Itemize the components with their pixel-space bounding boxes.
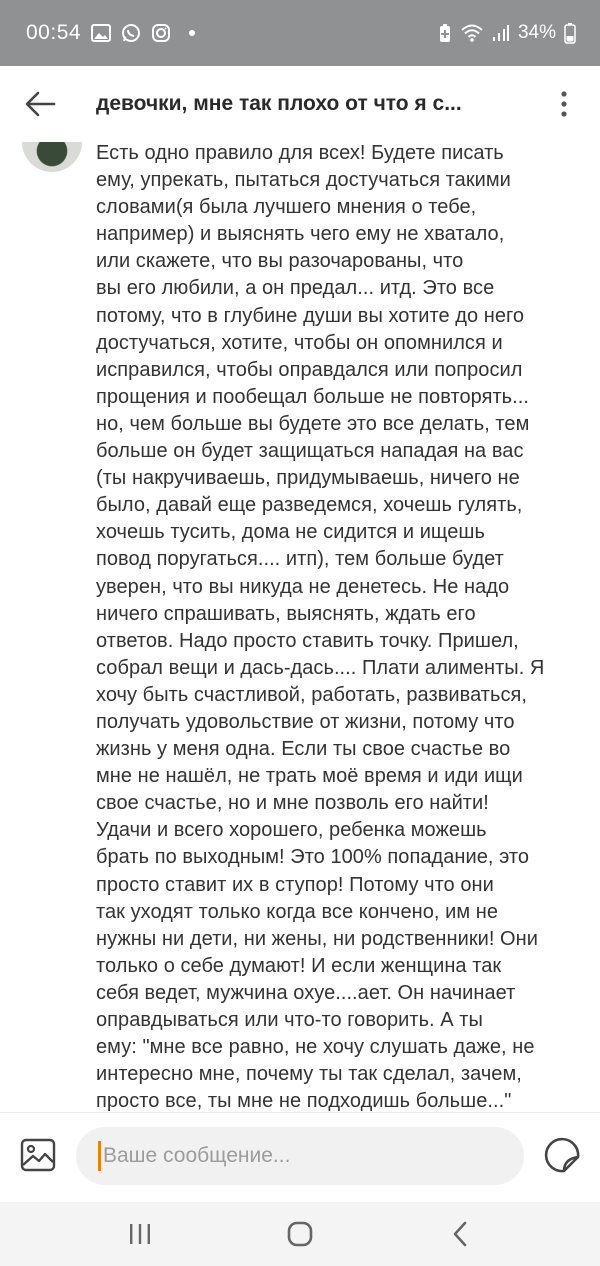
comment-text-line: интересно мне, почему ты так сделал, зачем, [96, 1063, 522, 1086]
comment-text-line: свое счастье, но и мне позволь его найти! [96, 792, 489, 815]
signal-icon [492, 24, 510, 42]
comment-text-line: было, давай еще разведемся, хочешь гулять, [96, 494, 523, 517]
comment-text-line: повод поругаться.... итп), тем больше будет [96, 548, 504, 571]
comment-text-line: ответов. Надо просто ставить точку. Пришел, [96, 629, 519, 652]
comment-text-line: например) и выяснять чего ему не хватало, [96, 223, 505, 246]
comment-text-line: оправдываться или что-то говорить. А ты [96, 1009, 483, 1031]
comment-text-line: вы его любили, а он предал... итд. Это все [96, 277, 495, 300]
home-button[interactable] [270, 1204, 330, 1264]
back-button[interactable] [0, 66, 80, 142]
avatar[interactable] [22, 142, 82, 172]
comment-text-line: уверен, что вы никуда не денетесь. Не надо [96, 575, 510, 598]
home-icon [286, 1220, 314, 1248]
chevron-left-icon [450, 1220, 470, 1248]
comment-text-line: ему, упрекать, пытаться достучаться такими [96, 169, 511, 192]
comment-text-line: достучаться, хотите, чтобы он опомнился и [96, 331, 503, 354]
sticker-icon [542, 1135, 582, 1175]
comment-text-line: себя ведет, мужчина охуе....ает. Он начинает [96, 981, 516, 1004]
text-caret [98, 1141, 101, 1171]
instagram-icon [151, 23, 171, 43]
comment-text-line: потому, что в глубине души вы хотите до него [96, 304, 525, 327]
comment-text-line: мне не нашёл, не трать моё время и иди ищи [96, 765, 523, 788]
battery-saver-icon [438, 23, 452, 43]
whatsapp-icon [121, 23, 141, 43]
comment-text-line: Есть одно правило для всех! Будете писать [96, 142, 504, 164]
comment-text-line: так уходят только когда все кончено, им не [96, 900, 499, 923]
comment-text-line: (ты накручиваешь, придумываешь, ничего не [96, 467, 520, 490]
app-bar [0, 66, 600, 142]
battery-percent: 34% [517, 22, 556, 43]
back-nav-button[interactable] [430, 1204, 490, 1264]
status-bar [0, 0, 600, 66]
comment-text-line: хочу быть счастливой, работать, развиваться, [96, 683, 528, 706]
image-icon [20, 1137, 56, 1173]
recent-apps-button[interactable] [110, 1204, 170, 1264]
comment-text-line: прощения и пообещал больше не повторять... [96, 385, 529, 408]
comment-text-line: просто ставит их в ступор! Потому что они [96, 873, 494, 896]
comment-text-line: словами(я была лучшего мнения о тебе, [96, 196, 477, 219]
notification-dot [189, 30, 195, 36]
more-options-button[interactable] [548, 84, 580, 124]
attach-photo-button[interactable] [20, 1137, 56, 1173]
comment-text-line: только о себе думают! И если женщина так [96, 954, 502, 977]
sticker-button[interactable] [542, 1135, 582, 1175]
comment-text-line: больше он будет защищаться нападая на вас [96, 440, 524, 463]
comment-text-line: просто все, ты мне не подходишь больше..." [96, 1090, 512, 1112]
message-composer [0, 1112, 600, 1202]
comment-text-line: но, чем больше вы будете это все делать, тем [96, 412, 530, 435]
comment-text-line: брать по выходным! Это 100% попадание, это [96, 846, 530, 869]
battery-icon [564, 22, 576, 44]
comment-text [96, 142, 588, 1112]
more-vertical-icon [560, 91, 568, 117]
gallery-icon [91, 24, 111, 42]
back-arrow-icon [24, 90, 56, 118]
message-input-placeholder: Ваше сообщение... [103, 1144, 291, 1167]
comment-text-line: ему: "мне все равно, не хочу слушать даже, не [96, 1036, 535, 1059]
comment-text-line: получать удовольствие от жизни, потому что [96, 710, 515, 733]
status-time: 00:54 [26, 21, 82, 44]
comment-text-line: исправился, чтобы оправдался или попросил [96, 358, 523, 381]
comment-thread[interactable] [0, 142, 600, 1112]
wifi-icon [460, 23, 484, 43]
message-input[interactable] [76, 1127, 524, 1185]
comment-text-line: хочешь тусить, дома не сидится и ищешь [96, 521, 485, 544]
comment-text-line: жизнь у меня одна. Если ты свое счастье во [96, 738, 511, 761]
comment-text-line: собрал вещи и дась-дась.... Плати алименты. Я [96, 656, 545, 679]
comment-text-line: нужны ни дети, ни жены, ни родственники! Они [96, 927, 538, 950]
system-nav-bar [0, 1202, 600, 1266]
comment-text-line: Удачи и всего хорошего, ребенка можешь [96, 819, 487, 842]
comment-text-line: или скажете, что вы разочарованы, что [96, 250, 464, 273]
recents-icon [127, 1222, 153, 1246]
page-title: девочки, мне так плохо от что я с... [96, 92, 462, 115]
comment-text-line: ничего спрашивать, выяснять, ждать его [96, 602, 476, 625]
